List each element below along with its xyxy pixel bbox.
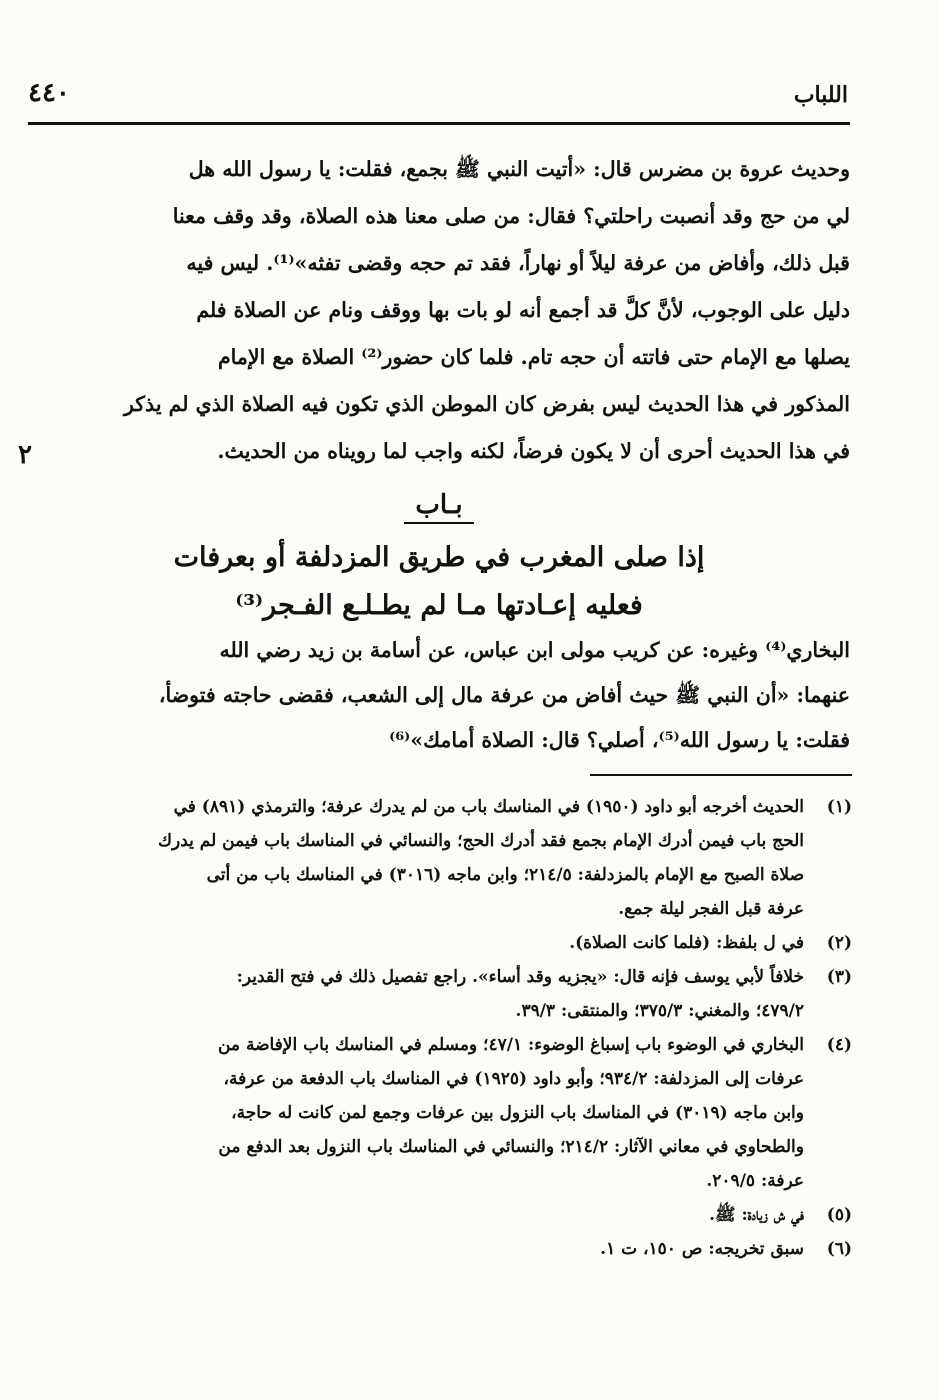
footnote-line: خلافاً لأبي يوسف فإنه قال: «يجزيه وقد أساء». راجع تفصيل ذلك في فتح القدير: [236, 967, 804, 987]
margin-mark: ٢ [18, 440, 32, 470]
book-title: اللباب [793, 82, 848, 108]
text-line: وحديث عروة بن مضرس قال: «أتيت النبي ﷺ بجمع، فقلت: يا رسول الله هل [188, 157, 850, 181]
chapter-title-line1: إذا صلى المغرب في طريق المزدلفة أو بعرفات [173, 542, 705, 573]
chapter-title-line2: فعليه إعـادتها مـا لم يطـلـع الفـجر⁽³⁾ [235, 590, 643, 621]
text-line: فقلت: يا رسول الله⁽⁵⁾، أصلي؟ قال: الصلاة أمامك»⁽⁶⁾ [389, 728, 850, 752]
chapter-heading [28, 482, 850, 630]
footnotes [64, 790, 852, 1266]
page-number: ٤٤٠ [28, 78, 70, 108]
footnote-line: عرفة: ٢٠٩/٥. [706, 1171, 804, 1191]
footnote-line: ٤٧٩/٢؛ والمغني: ٣٧٥/٣؛ والمنتقى: ٣٩/٣. [515, 1001, 804, 1021]
footnote-line: الحج باب فيمن أدرك الإمام بجمع فقد أدرك الحج؛ والنسائي في المناسك باب فيمن لم يدرك [157, 831, 804, 851]
footnote-number: (٤) [826, 1035, 852, 1055]
text-line: المذكور في هذا الحديث ليس بفرض كان الموطن الذي تكون فيه الصلاة الذي لم يذكر [123, 392, 850, 416]
footnote-number: (٣) [826, 967, 852, 987]
footnote-line: صلاة الصبح مع الإمام بالمزدلفة: ٢١٤/٥؛ وابن ماجه (٣٠١٦) في المناسك باب من أتى [206, 865, 804, 885]
footnote-line: في ل بلفظ: (فلما كانت الصلاة). [569, 933, 804, 953]
footnote-line: في ش زيادة: ﷺ. [709, 1205, 804, 1225]
footnote-2 [64, 926, 852, 960]
footnote-number: (٢) [826, 933, 852, 953]
footnote-text [64, 790, 804, 926]
footnote-text [64, 1232, 804, 1266]
footnote-text [64, 1028, 804, 1198]
footnote-1 [64, 790, 852, 926]
text-line: يصلها مع الإمام حتى فاتته أن حجه تام. فلما كان حضور⁽²⁾ الصلاة مع الإمام [217, 345, 850, 369]
footnote-line: البخاري في الوضوء باب إسباغ الوضوء: ٤٧/١؛ ومسلم في المناسك باب الإفاضة من [217, 1035, 804, 1055]
footnote-line: سبق تخريجه: ص ١٥٠، ت ١. [600, 1239, 804, 1259]
footnote-6 [64, 1232, 852, 1266]
footnote-separator [590, 774, 852, 776]
footnote-line: والطحاوي في معاني الآثار: ٢١٤/٢؛ والنسائي في المناسك باب النزول بعد الدفع من [218, 1137, 804, 1157]
chapter-paragraph [28, 628, 850, 763]
text-line: دليل على الوجوب، لأنَّ كلَّ قد أجمع أنه لو بات بها ووقف ونام عن الصلاة فلم [196, 298, 850, 322]
footnote-line: عرفة قبل الفجر ليلة جمع. [618, 899, 804, 919]
footnote-line: عرفات إلى المزدلفة: ٩٣٤/٢؛ وأبو داود (١٩٢٥) في المناسك باب الدفعة من عرفة، [223, 1069, 804, 1089]
footnote-text [64, 1198, 804, 1232]
text-line: لي من حج وقد أنصبت راحلتي؟ فقال: من صلى معنا هذه الصلاة، وقد وقف معنا [172, 204, 850, 228]
chapter-label: بـاب [415, 490, 463, 520]
footnote-number: (٥) [826, 1205, 852, 1225]
footnote-5 [64, 1198, 852, 1232]
text-line: قبل ذلك، وأفاض من عرفة ليلاً أو نهاراً، فقد تم حجه وقضى تفثه»⁽¹⁾. ليس فيه [186, 251, 850, 275]
footnote-number: (٦) [826, 1239, 852, 1259]
main-paragraph [28, 146, 850, 475]
footnote-text [64, 960, 804, 1028]
running-header [28, 78, 848, 118]
footnote-text [64, 926, 804, 960]
text-line: في هذا الحديث أحرى أن لا يكون فرضاً، لكنه واجب لما رويناه من الحديث. [217, 439, 850, 463]
footnote-4 [64, 1028, 852, 1198]
footnote-number: (١) [826, 797, 852, 817]
footnote-3 [64, 960, 852, 1028]
footnote-line: وابن ماجه (٣٠١٩) في المناسك باب النزول بين عرفات وجمع لمن كانت له حاجة، [231, 1103, 804, 1123]
footnote-line: الحديث أخرجه أبو داود (١٩٥٠) في المناسك باب من لم يدرك عرفة؛ والترمذي (٨٩١) في [173, 797, 804, 817]
header-rule [28, 122, 850, 125]
text-line: عنهما: «أن النبي ﷺ حيث أفاض من عرفة مال إلى الشعب، فقضى حاجته فتوضأ، [158, 683, 850, 707]
text-line: البخاري⁽⁴⁾ وغيره: عن كريب مولى ابن عباس، عن أسامة بن زيد رضي الله [219, 638, 850, 662]
